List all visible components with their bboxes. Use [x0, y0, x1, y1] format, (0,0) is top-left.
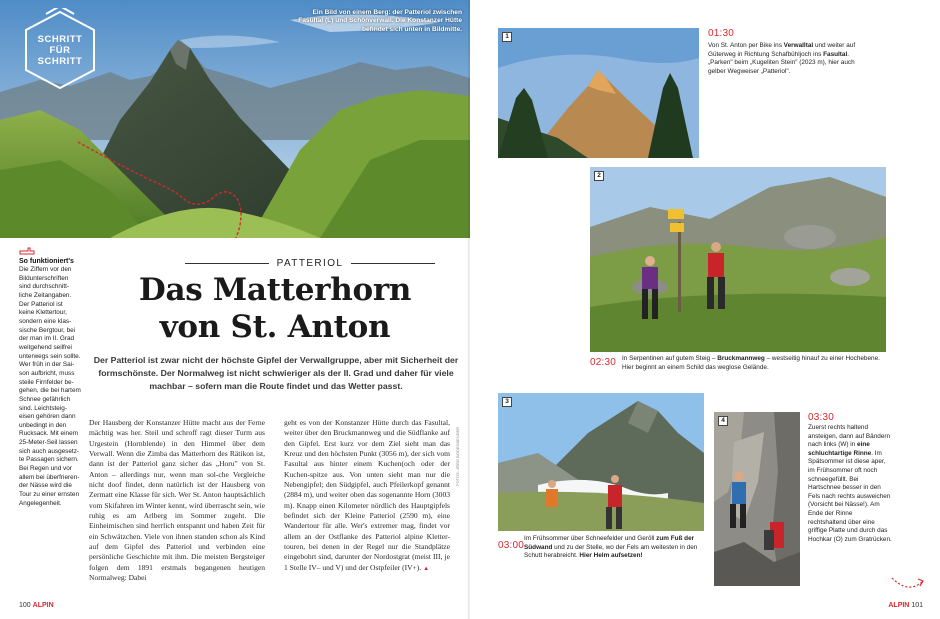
step-3-caption-mid: und zu der Stelle, wo der Fels am weitesten in den Schutt herabreicht. — [524, 543, 698, 560]
step-3-illustration — [498, 393, 704, 531]
step-3-caption — [524, 535, 708, 561]
pointing-hand-icon — [19, 246, 35, 255]
hero-caption: Ein Bild von einem Berg: der Patteriol zwischen Fasultal (L) und Schönverwall. Die Konstanzer Hütte befindet sich unten in Bildmitte. — [298, 9, 462, 33]
kicker-rule-right — [351, 263, 435, 264]
step-3-time — [498, 540, 524, 551]
step-1-photo — [498, 28, 699, 158]
step-4-caption — [808, 424, 892, 544]
step-1-caption-mid: und weiter auf Güterweg in Richtung Schafbühljoch ins — [708, 42, 856, 58]
step-3-caption-pre: Im Frühsommer über Schneefelder und Geröll — [524, 535, 657, 542]
step-4-caption-bold-1: eine schluchtartige Rinne — [808, 441, 872, 457]
brand-right: ALPIN — [888, 602, 910, 609]
page-number-right: 101 — [911, 602, 923, 609]
step-1-caption-post: . „Parken" beim „Kugeliten Stein" (2023 m), hier auch gelber Wegweiser „Patteriol". — [708, 50, 855, 75]
schritt-fuer-schritt-badge — [18, 8, 102, 92]
step-4-time-text: 03:30 — [808, 412, 835, 423]
hero-photo — [0, 0, 470, 238]
end-mark-icon: ▲ — [423, 565, 430, 572]
step-4-illustration — [714, 412, 800, 586]
step-4-time — [808, 412, 834, 423]
photo-credit: FOTOS: JÖRG BODENBENDER — [455, 426, 460, 486]
step-3-time-text: 03:00 — [498, 540, 525, 551]
step-1-caption-pre: Von St. Anton per Bike ins — [708, 42, 784, 49]
body-column-1: Der Hausberg der Konstanzer Hütte macht aus der Ferne mächtig was her. Steil und schroff ragt dieser Turm aus Urgestein (Hornblende) in den Himmel über dem Verwall. Wenn die Zimba das Matterhorn des Rätikon ist, dann ist der Patteriol ganz sicher das „Horu" von St. Anton – allerdings nur, wenn man sol-che Vergleiche nicht doof findet, denn natürlich ist der Hausberg von Zermatt eine Klasse für sich. Wer St. Anton hauptsächlich vom Skifahren im Winter kennt, wird überrascht sein, wie ruhig es am Arlberg im Sommer zugeht. Die Einheimischen sind herrlich entspannt und haben Zeit für ein Schwätzchen. Viele von ihnen standen schon als Kind auf dem Gipfel des Patteriol und verbinden eine persönliche Geschichte mit ihm. Die meisten Bergsteiger folgen dem 1891 erstmals begangenen heutigen Normalweg: Dabei — [89, 418, 265, 583]
step-2-caption-pre: In Serpentinen auf gutem Steig – — [622, 355, 718, 362]
right-page — [470, 0, 940, 619]
body-column-2 — [284, 418, 450, 574]
step-1-time — [708, 28, 734, 39]
footer-right — [888, 602, 923, 609]
step-2-number: 2 — [594, 171, 604, 181]
step-2-photo — [590, 167, 886, 352]
step-4-photo — [714, 412, 800, 586]
footer-left — [19, 602, 54, 609]
step-1-illustration — [498, 28, 699, 158]
step-3-caption-bold-2: Hier Helm aufsetzen! — [579, 552, 643, 560]
kicker-rule-left — [185, 263, 269, 264]
step-2-time-text: 02:30 — [590, 357, 617, 368]
step-3-photo — [498, 393, 704, 531]
badge-line-1: SCHRITT — [37, 34, 83, 45]
step-4-caption-post: . Im Spätsommer ist diese aper, im Frühsommer oft noch schneegefüllt. Bei Hartschnee besser in den Fels nach rechts ausweichen (Vorsicht bei Nässe!). Am Ende der Rinne rechtshaltend über eine griffige Platte und durch das Hochkar (O) zum Gratrücken. — [808, 449, 892, 543]
step-4-number: 4 — [718, 416, 728, 426]
step-4-caption-pre: Zuerst rechts haltend ansteigen, dann auf Bändern nach links (W) in — [808, 424, 891, 449]
step-1-caption-bold-2: Fasultal — [823, 50, 848, 58]
badge-line-2: FÜR — [49, 45, 71, 56]
step-2-caption-post: – westseitig hinauf zu einer Hochebene. Hier beginnt an einem Schild das weglose Gelände. — [622, 355, 880, 371]
lead-paragraph: Der Patteriol ist zwar nicht der höchste Gipfel der Verwallgruppe, aber mit Sicherheit der formschönste. Der Normalweg ist nicht schwieriger als der II. Grad und daher für viele machbar – sofern man die Route findet und das Wetter passt. — [93, 355, 459, 392]
badge-line-3: SCHRITT — [37, 56, 83, 67]
sidebar-info-box — [19, 238, 94, 508]
body-column-2-text: geht es von der Konstanzer Hütte durch das Fasultal, weiter über den Bruckmannweg und die Südflanke auf den Gipfel. Erst kurz vor dem Ziel sieht man das Kreuz und den höchsten Punkt (3056 m), der sich vom Fasultal aus hinter einem Kuchen(och oder der Kuchen-spitze aus. Von unten sieht man nur die Nebengipfel; den Südgipfel, auch Pfeilerkopf genannt (2884 m), und weiter oben das sogenannte Horn (3003 m). Knapp einen Kilometer nördlich des Hauptgipfels befindet sich der Kleine Patteriol (2590 m), eine Wandertour für alle. Wer's extremer mag, findet vor allem an der Ostflanke des Patteriol alpine Kletter-touren, bei denen in der Regel nur die Standplätze eingebohrt sind, darunter der Nordostgrat (meist III, je 1 Stelle IV– und V) und der Ostpfeiler (IV+). — [284, 418, 450, 572]
badge-text — [18, 34, 102, 67]
step-2-caption — [622, 355, 888, 372]
sidebar-title: So funktioniert's — [19, 258, 74, 265]
headline-line-2: von St. Anton — [159, 309, 391, 345]
step-2-illustration — [590, 167, 886, 352]
headline-line-1: Das Matterhorn — [138, 272, 412, 308]
headline — [98, 272, 452, 346]
step-1-caption-bold-1: Verwalltal — [783, 42, 814, 49]
step-3-number: 3 — [502, 397, 512, 407]
kicker-row — [185, 258, 435, 269]
sidebar-text: Die Ziffern vor den Bildunterschriften sind durchschnitt- liche Zeitangaben. Der Patteriol ist keine Klettertour, sondern eine klas- sische Bergtour, bei der man im II. Grad weitgehend seilfrei unterwegs sein sollte. Wer früh in der Sai- son aufbricht, muss steile Firnfelder be- gehen, die bei hartem Schnee gefährlich sind. Leichtsteig- eisen gehören dann unbedingt in den Rucksack. Mit einem 25-Meter-Seil lassen sich auch ausgesetz- te Passagen sichern. Bei Regen und vor allem bei überfrieren- der Nässe wird die Tour zu einer ernsten Angelegenheit. — [19, 266, 81, 507]
kicker: PATTERIOL — [276, 258, 344, 269]
step-1-caption — [708, 42, 866, 76]
step-3-caption-bold-1: zum Fuß der Südwand — [524, 535, 695, 551]
step-2-caption-bold-1: Bruckmannweg — [717, 355, 765, 362]
step-1-time-text: 01:30 — [708, 28, 735, 39]
step-2-time — [590, 357, 616, 368]
next-page-arrow-icon — [890, 574, 926, 596]
brand-left: ALPIN — [32, 602, 54, 609]
step-1-number: 1 — [502, 32, 512, 42]
page-number-left: 100 — [19, 602, 31, 609]
